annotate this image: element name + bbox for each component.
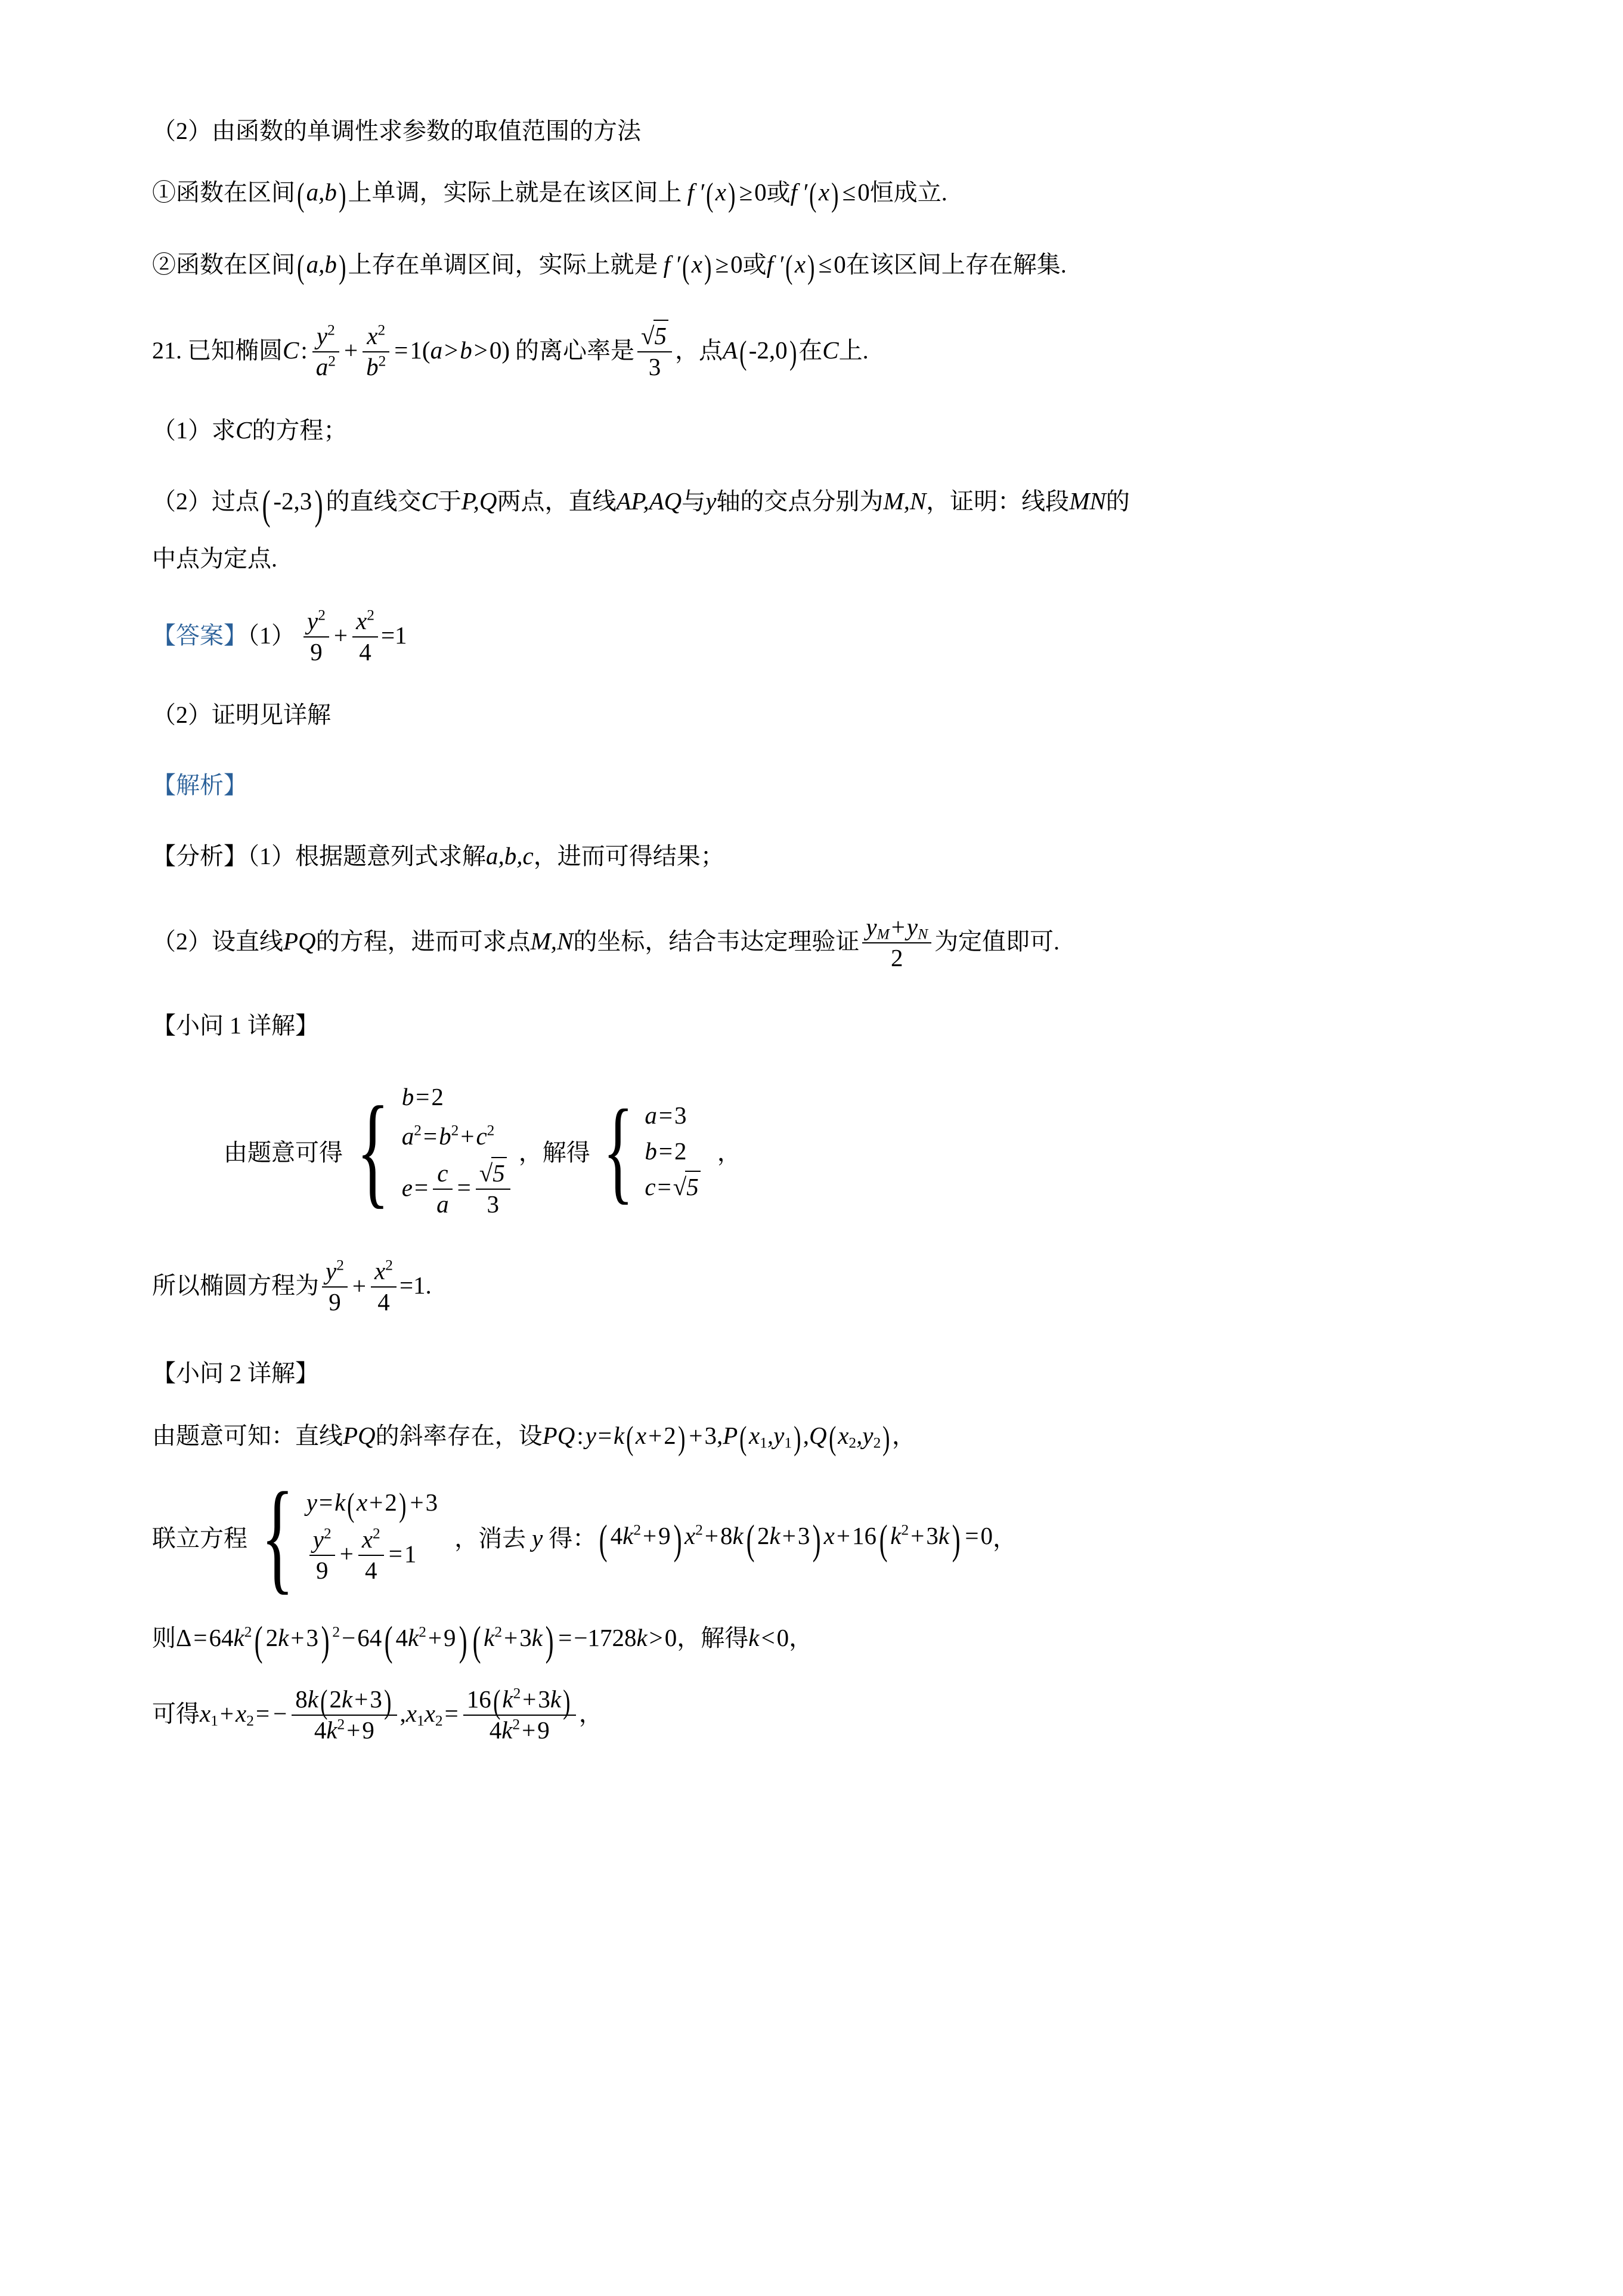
detail1-conclusion: 所以椭圆方程为 $\frac{y^2}{9}$ + $\frac{x^2}{4}$ =1.: [152, 1257, 432, 1316]
item2-text-b: 上存在单调区间，实际上就是: [348, 250, 658, 278]
answer-part2-label: （2）: [152, 701, 212, 728]
answer-part1-label: （1）: [247, 622, 295, 649]
problem-stem-d: 在: [798, 337, 823, 364]
detail2-point-q-coords: $x_2,y_2$: [838, 1422, 881, 1452]
paren-open-icon: (: [297, 248, 305, 286]
detail2-point-q: Q: [809, 1422, 827, 1450]
sys-left-row-2: $a^2=b^2+c^2$: [401, 1121, 495, 1150]
paren-close-icon: ): [339, 176, 346, 213]
part2-mn-segment: MN: [1069, 487, 1106, 515]
answer-line: 【答案】（1） $\frac{y^2}{9}$ + $\frac{x^2}{4}$ =1: [152, 607, 407, 666]
detail2-vieta-sum-lhs: $x_1+x_2=$ −: [200, 1699, 287, 1729]
problem-curve-symbol: C: [283, 336, 299, 364]
part1-text-b: 的方程；: [252, 417, 348, 444]
analysis-item1-label: （1）: [247, 842, 295, 869]
part2-text-a: 过点: [212, 488, 259, 515]
part2-pq-symbols: P,Q: [461, 487, 497, 515]
part1-symbol: C: [236, 416, 252, 444]
top-notes-item-1: [152, 176, 1461, 213]
problem-stem: 21. 已知椭圆C: $\frac{y^2}{a^2}$ + $\frac{x^2}{b^2}$ =1(a>b>0) 的离心率是 $\frac{√5}{3}$ ，点A(-2,0)在C上.: [152, 324, 1461, 382]
sys-right-row-3: c=√5: [645, 1169, 700, 1205]
sim-row-1: y=k(x+2) +3: [306, 1486, 438, 1524]
analysis-item2-mn: M,N: [530, 927, 574, 955]
problem-point-coords: -2,0: [748, 336, 788, 364]
answer-fraction-y2-over-9: $\frac{y^2}{9}$: [303, 608, 329, 666]
analysis-heading-tag: 【分析】: [152, 842, 247, 869]
system-right: [590, 1085, 701, 1215]
detail2-vieta-lead: 可得: [152, 1700, 200, 1727]
analysis-item2-text-d: 为定值即可.: [934, 927, 1060, 955]
fraction-x2-over-b2: $\frac{x^2}{b^2}$: [363, 323, 389, 381]
detail1-system-row: [152, 1077, 1461, 1225]
vieta-product-fraction: $\frac{16(k^2+3k)}{4k^2+9}$: [463, 1686, 576, 1744]
detail2-sys-lead: 联立方程: [152, 1525, 247, 1552]
left-brace-icon: {: [602, 1085, 634, 1215]
item2-condition-a: f ′(x) ≥0: [663, 248, 743, 286]
detail2-point-p-coords: $x_1,y_1$: [748, 1422, 792, 1452]
item2-condition-b: f ′(x) ≤0: [766, 248, 846, 286]
analysis-item2-text-b: 的方程，进而可求点: [315, 927, 531, 955]
part2-text-f: 轴的交点分别为: [716, 488, 884, 515]
detail1-comma: ，: [518, 1139, 543, 1166]
colon: :: [301, 336, 308, 364]
detail2-pq-2: PQ: [542, 1422, 575, 1450]
fraction-sqrt5-over-3: $\frac{√5}{3}$: [637, 323, 672, 381]
answer-part2-text: 证明见详解: [212, 701, 331, 728]
part2-y-symbol: y: [705, 487, 717, 515]
detail2-disc-mid: ，解得: [677, 1624, 749, 1651]
top-notes-item-2: [152, 248, 1461, 286]
analysis-tag: 【解析】: [152, 771, 247, 799]
sim-row-2: $\frac{y^2}{9}$ + $\frac{x^2}{4}$ =1: [306, 1522, 438, 1591]
detail2-tag: 【小问 2 详解】: [152, 1360, 319, 1387]
fraction-y2-over-a2: $\frac{y^2}{a^2}$: [312, 323, 339, 381]
top-notes-heading: （2）由函数的单调性求参数的取值范围的方法: [152, 117, 641, 144]
detail2-vieta: [152, 1683, 1461, 1746]
part2-text-h: 的: [1105, 488, 1130, 515]
detail2-disc-k: k<0: [748, 1623, 789, 1651]
fraction-ym-plus-yn-over-2: $\frac{y_M+y_N}{2}$: [862, 914, 931, 972]
sys-right-row-1: a=3: [645, 1101, 687, 1129]
part2-ap-aq-symbols: AP,AQ: [616, 487, 682, 515]
part1-text-a: 求: [212, 417, 236, 444]
detail2-line1-b: 的斜率存在，设: [375, 1422, 543, 1450]
vieta-sum-fraction: $\frac{8k(2k+3)}{4k^2+9}$: [292, 1686, 397, 1744]
item1-or: 或: [766, 179, 791, 206]
analysis-item2-label: （2）: [152, 927, 212, 955]
detail2-line-1: 由题意可知：直线PQ的斜率存在，设PQ:y=k(x+2) $+3,P(x_1,y_1),Q(x_2,y_2)$，: [152, 1420, 916, 1458]
detail2-vieta-prod-lhs: $x_1x_2=$: [405, 1699, 459, 1729]
problem-point-label: A: [723, 336, 738, 364]
analysis-item2-pq: PQ: [283, 927, 316, 955]
detail2-disc-equation: $\Delta=64k^2$( 2k+3) $^2$−64( $4k^2+9$) ( $k^2+3k) =-1728k>0$: [176, 1619, 677, 1665]
detail2-line1-a: 由题意可知：直线: [152, 1422, 343, 1450]
detail2-point-p: P: [723, 1422, 738, 1450]
sys-left-row-1: b=2: [401, 1082, 444, 1110]
answer-tag: 【答案】: [152, 622, 247, 649]
analysis-item1-vars: a,b,c: [486, 841, 534, 869]
item2-text-c: 在该区间上存在解集.: [845, 250, 1067, 278]
detail2-system-row: [152, 1467, 1461, 1606]
item1-text-a: 函数在区间: [176, 179, 295, 206]
item2-or: 或: [742, 250, 767, 278]
vieta-end: ，: [578, 1700, 603, 1727]
problem-stem-b: 的离心率是: [515, 337, 634, 364]
item2-interval: a,b: [306, 250, 337, 278]
part2-text-d: 两点，直线: [497, 488, 617, 515]
problem-number: 21.: [152, 337, 182, 364]
analysis-item1-text-b: ，进而可得结果；: [533, 842, 724, 869]
part2-curve-symbol: C: [421, 487, 438, 515]
part2-label: （2）: [152, 488, 212, 515]
detail1-tag: 【小问 1 详解】: [152, 1011, 319, 1039]
detail2-elim-text: ，消去 y 得：: [454, 1524, 597, 1552]
item1-marker: ①: [152, 179, 176, 206]
part2-text-b: 的直线交: [326, 488, 422, 515]
analysis-item1-text-a: 根据题意列式求解: [295, 842, 486, 869]
detail2-line1-end: ，: [891, 1422, 916, 1450]
item1-condition-a: f ′(x) ≥0: [687, 176, 767, 213]
left-brace-icon: {: [356, 1081, 390, 1220]
item1-condition-b: f ′(x) ≤0: [790, 176, 870, 213]
problem-part-2: （2）过点( -2,3) 的直线交C于P,Q两点，直线AP,AQ与y轴的交点分别为M,N，证明：线段MN的: [152, 482, 1130, 528]
detail2-elim-comma: ，: [992, 1525, 1017, 1552]
analysis-item2-text-a: 设直线: [212, 927, 283, 955]
detail2-disc-lead: 则: [152, 1624, 176, 1651]
part2-text-c: 于: [437, 488, 461, 515]
item2-text-a: 函数在区间: [176, 250, 295, 278]
analysis-item2-text-c: 的坐标，结合韦达定理验证: [573, 927, 860, 955]
detail2-line-equation: y=k(x+2) +3,: [585, 1420, 723, 1458]
system-left: [343, 1077, 513, 1225]
detail2-discriminant: [152, 1619, 1461, 1665]
item2-marker: ②: [152, 250, 176, 278]
vieta-comma: ,: [399, 1699, 406, 1727]
detail1-trail-comma: ，: [717, 1139, 741, 1166]
detail2-disc-end: ，: [789, 1624, 813, 1651]
analysis-item-1: [152, 841, 1461, 869]
part1-label: （1）: [152, 417, 212, 444]
part2-text-g: ，证明：线段: [926, 488, 1070, 515]
problem-part-1: [152, 418, 1461, 443]
conclusion-fraction-x2-over-4: $\frac{x^2}{4}$: [371, 1258, 397, 1316]
answer-eq-tail: =1: [380, 621, 407, 649]
part2-mn-symbols: M,N: [883, 487, 927, 515]
problem-stem-a: 已知椭圆: [187, 337, 283, 364]
analysis-item-2: [152, 912, 1461, 973]
problem-curve-symbol-2: C: [822, 336, 839, 364]
item1-text-c: 恒成立.: [869, 179, 947, 206]
paren-open-icon: (: [297, 176, 305, 213]
problem-stem-e: 上.: [838, 337, 869, 364]
answer-fraction-x2-over-4: $\frac{x^2}{4}$: [352, 608, 378, 666]
sys-left-row-3: e= $\frac{c}{a}$ = $\frac{√5}{3}$: [402, 1156, 513, 1225]
item1-interval: a,b: [306, 178, 337, 206]
analysis-tag-line: [152, 773, 1461, 797]
sys-right-row-2: b=2: [645, 1137, 687, 1165]
conclusion-tail: =1.: [399, 1271, 432, 1299]
detail1-solve-word: 解得: [542, 1139, 590, 1166]
detail2-elim-equation: ( $4k^2+9$) $x^2+8k$( 2k+3) x+16( $k^2+3k) =0$: [599, 1517, 993, 1563]
problem-eq-one: =1(a>b>0): [394, 336, 510, 364]
answer-part-2: [152, 703, 1461, 727]
problem-stem-c: ，点: [675, 337, 723, 364]
detail1-conclusion-lead: 所以椭圆方程为: [152, 1272, 319, 1299]
system-simultaneous: [247, 1467, 438, 1606]
problem-part-2-wrap: 中点为定点.: [152, 545, 277, 573]
part2-coords: -2,3: [273, 487, 312, 515]
paren-close-icon: ): [339, 248, 346, 286]
detail1-lead: 由题意可得: [224, 1139, 343, 1166]
item1-text-b: 上单调，实际上就是在该区间上: [348, 179, 682, 206]
conclusion-fraction-y2-over-9: $\frac{y^2}{9}$: [322, 1258, 348, 1316]
detail2-pq-1: PQ: [343, 1422, 376, 1450]
part2-text-e: 与: [682, 488, 706, 515]
left-brace-icon: {: [261, 1467, 295, 1606]
